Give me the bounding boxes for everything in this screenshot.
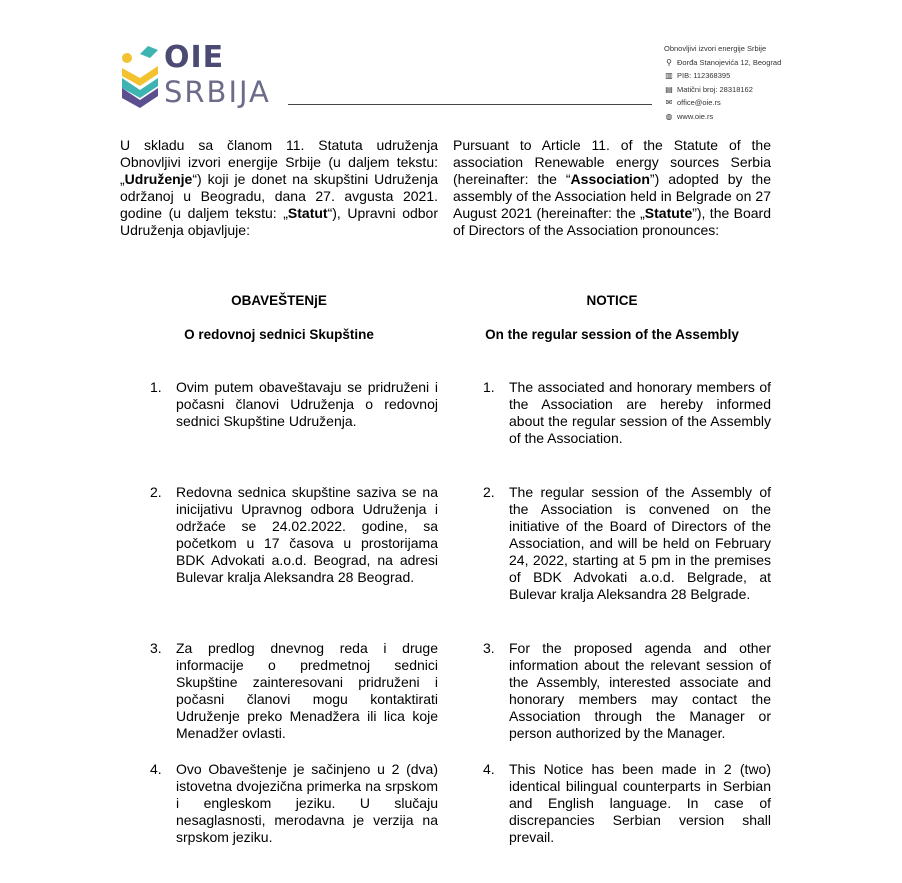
item-number: 4. (483, 761, 495, 777)
item-english-1: The associated and honorary members of the Association are hereby informed about the regular session of the Assembly of the Association. (509, 379, 771, 446)
logo-oie-text: OIE (164, 40, 225, 75)
contact-block (664, 42, 781, 123)
oie-logo-icon (120, 44, 160, 108)
contact-web[interactable]: ◍ www.oie.rs (664, 110, 781, 124)
contact-maticni: ▤ Matični broj: 28318162 (664, 83, 781, 97)
subtitle-english: On the regular session of the Assembly (485, 327, 739, 342)
item-serbian-4: Ovo Obaveštenje je sačinjeno u 2 (dva) istovetna dvojezična primerka na srpskom i engleskom jeziku. U slučaju nesaglasnosti, merodavna je verzija na srpskom jeziku. (176, 761, 438, 845)
contact-address: ⚲ Đorđa Stanojevića 12, Beograd (664, 56, 781, 70)
item-english-2: The regular session of the Assembly of the Association is convened on the initiative of the Board of Directors of the Association, and will be held on February 24, 2022, starting at 5 pm in the premises of BDK Advokati a.o.d. Belgrade, at Bulevar kralja Aleksandra 28 Belgrade. (509, 484, 771, 602)
location-pin-icon: ⚲ (666, 57, 672, 67)
title-english: NOTICE (586, 293, 638, 308)
contact-email[interactable]: ✉ office@oie.rs (664, 96, 781, 110)
item-number: 2. (483, 484, 495, 500)
item-english-3: For the proposed agenda and other information about the relevant session of the Assembly, interested associate and honorary members may contact the Association through the Manager or person authorized by the Manager. (509, 640, 771, 741)
header-rule (288, 104, 652, 105)
bank-icon: ▥ (665, 71, 673, 80)
item-number: 3. (150, 640, 162, 656)
letterhead (0, 0, 902, 120)
intro-serbian: U skladu sa članom 11. Statuta udruženja Obnovljivi izvori energije Srbije (u daljem tekstu: „Udruženje“) koji je donet na skupštini Udruženja održanoj u Beogradu, dana 27. avgusta 2021. godine (u daljem tekstu: „Statut“), Upravni odbor Udruženja objavljuje: (120, 137, 438, 238)
globe-icon: ◍ (665, 111, 673, 121)
mail-icon: ✉ (665, 98, 673, 107)
logo-srbija-text: SRBIJA (164, 75, 271, 109)
item-number: 1. (150, 379, 162, 395)
id-card-icon: ▤ (665, 84, 673, 94)
item-number: 4. (150, 761, 162, 777)
title-serbian: OBAVEŠTENjE (231, 293, 327, 308)
item-number: 2. (150, 484, 162, 500)
item-serbian-1: Ovim putem obaveštavaju se pridruženi i počasni članovi Udruženja o redovnoj sednici Skupštine Udruženja. (176, 379, 438, 429)
intro-english: Pursuant to Article 11. of the Statute of the association Renewable energy sources Serbia (hereinafter: the “Association”) adopted by the assembly of the Association held in Belgrade on 27 August 2021 (hereinafter: the „Statute”), the Board of Directors of the Association pronounces: (453, 137, 771, 238)
item-number: 1. (483, 379, 495, 395)
contact-pib: ▥ PIB: 112368395 (664, 69, 781, 83)
item-number: 3. (483, 640, 495, 656)
subtitle-serbian: O redovnoj sednici Skupštine (184, 327, 374, 342)
item-english-4: This Notice has been made in 2 (two) identical bilingual counterparts in Serbian and English language. In case of discrepancies Serbian version shall prevail. (509, 761, 771, 845)
item-serbian-2: Redovna sednica skupštine saziva se na inicijativu Upravnog odbora Udruženja i održaće se 24.02.2022. godine, sa početkom u 17 časova u prostorijama BDK Advokati a.o.d. Beograd, na adresi Bulevar kralja Aleksandra 28 Beograd. (176, 484, 438, 585)
contact-org: Obnovljivi izvori energije Srbije (664, 44, 767, 53)
item-serbian-3: Za predlog dnevnog reda i druge informacije o predmetnoj sednici Skupštine zainteresovani pridruženi i počasni članovi mogu kontaktirati Udruženje preko Menadžera ili lica koje Menadžer ovlasti. (176, 640, 438, 741)
